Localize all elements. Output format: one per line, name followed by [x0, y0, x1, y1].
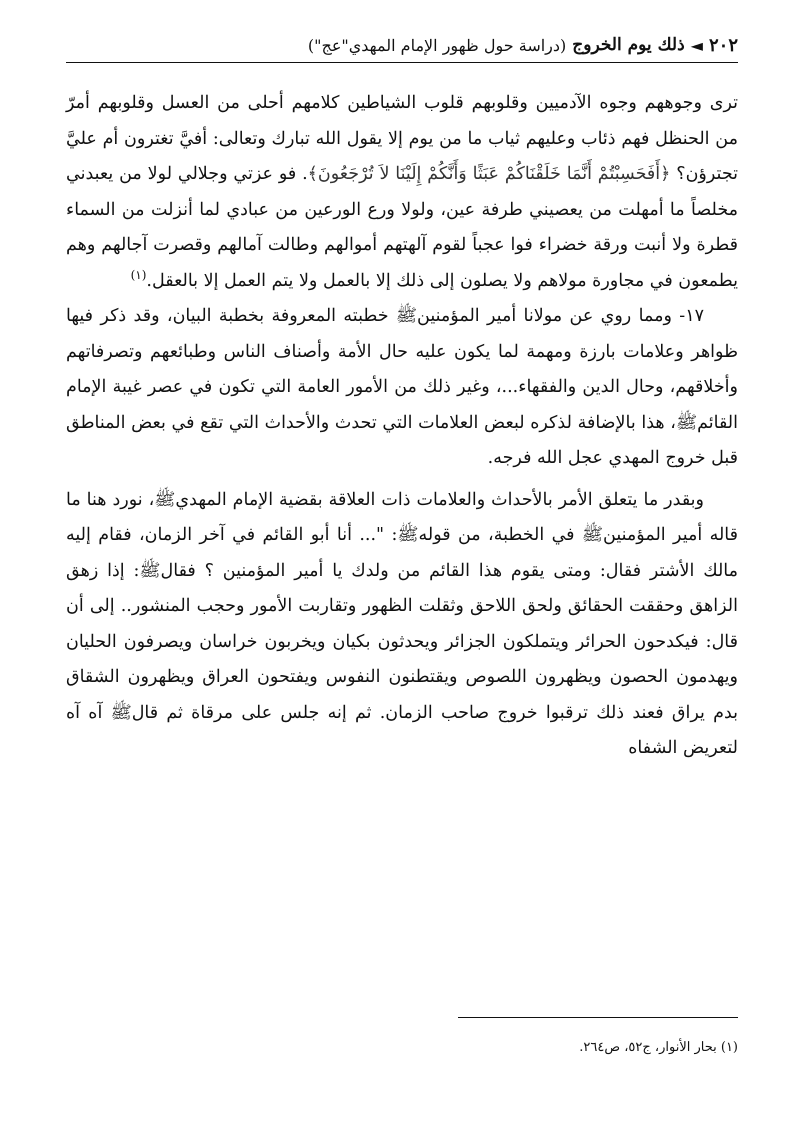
book-title: ذلك يوم الخروج [572, 35, 685, 55]
footnote: (١) بحار الأنوار، ج٥٢، ص٢٦٤. [579, 1040, 738, 1055]
main-text [66, 86, 738, 767]
paragraph-2: ١٧- ومما روي عن مولانا أمير المؤمنينﷺ خطبته المعروفة بخطبة البيان، وقد ذكر فيها ظواهر وعلامات بارزة ومهمة لما يكون عليه حال الأمة وأصناف الناس وطبائعهم وتصرفاتهم وأخلاقهم، وحال الدين والفقهاء...، وغير ذلك من الأمور العامة التي تكون في عصر غيبة الإمام القائمﷺ، هذا بالإضافة لذكره لبعض العلامات التي تحدث والأحداث التي تقع في بعض المناطق قبل خروج المهدي عجل الله فرجه. [66, 306, 738, 468]
paragraph-1 [66, 86, 738, 299]
paragraph-1-text-a: ترى وجوههم وجوه الآدميين وقلوبهم قلوب الشياطين كلامهم أحلى من العسل وقلوبهم أمرّ من الحنظل فهم ذئاب وعليهم ثياب ما من يوم إلا يقول الله تبارك وتعالى: أفيَّ تغترون أم عليَّ تجترؤن؟ [66, 93, 738, 184]
quran-verse: ﴿أَفَحَسِبْتُمْ أَنَّمَا خَلَقْنَاكُمْ عَبَثًا وَأَنَّكُمْ إِلَيْنَا لاَ تُرْجَعُونَ﴾ [307, 164, 671, 184]
footnote-divider [458, 1017, 738, 1018]
book-subtitle: (دراسة حول ظهور الإمام المهدي"عج") [307, 35, 567, 55]
page-number: ٢٠٢ [708, 34, 738, 56]
paragraph-3: وبقدر ما يتعلق الأمر بالأحداث والعلامات ذات العلاقة بقضية الإمام المهديﷺ، نورد هنا ما قاله أمير المؤمنينﷺ في الخطبة، من قولهﷺ: "... أنا أبو القائم في آخر الزمان، فقام إليه مالك الأشتر فقال: ومتى يقوم هذا القائم من ولدك يا أمير المؤمنين ؟ فقالﷺ: إذا زهق الزاهق وحققت الحقائق ولحق اللاحق وثقلت الظهور وتقاربت الأمور وحجب المنشور.. إلى أن قال: فيكدحون الحرائر ويتملكون الجزائر ويحدثون بكيان ويخربون خراسان ويصرفون الحليان ويهدمون الحصون ويظهرون اللصوص ويقتطنون النفوس ويفتحون العراق ويظهرون الشقاق بدم يراق فعند ذلك ترقبوا خروج صاحب الزمان. ثم إنه جلس على مرقاة ثم قالﷺ آه آه لتعريض الشفاه [66, 489, 738, 758]
paragraph-1-text-b: . فو عزتي وجلالي لولا من يعبدني مخلصاً ما أمهلت من يعصيني طرفة عين، ولولا ورع الورعين من عبادي لما أنزلت من السماء قطرة ولا أنبت ورقة خضراء فوا عجباً لقوم آلهتهم أموالهم وطالت آمالهم وقصرت آجالهم وهم يطمعون في مجاورة مولاهم ولا يصلون إلى ذلك إلا بالعمل ولا يتم العمل إلا بالعقل. [66, 164, 738, 291]
footnote-reference[interactable]: (١) [130, 267, 147, 282]
header-arrow-icon: ◄ [690, 35, 703, 55]
running-header [66, 30, 738, 60]
header-divider [66, 62, 738, 63]
